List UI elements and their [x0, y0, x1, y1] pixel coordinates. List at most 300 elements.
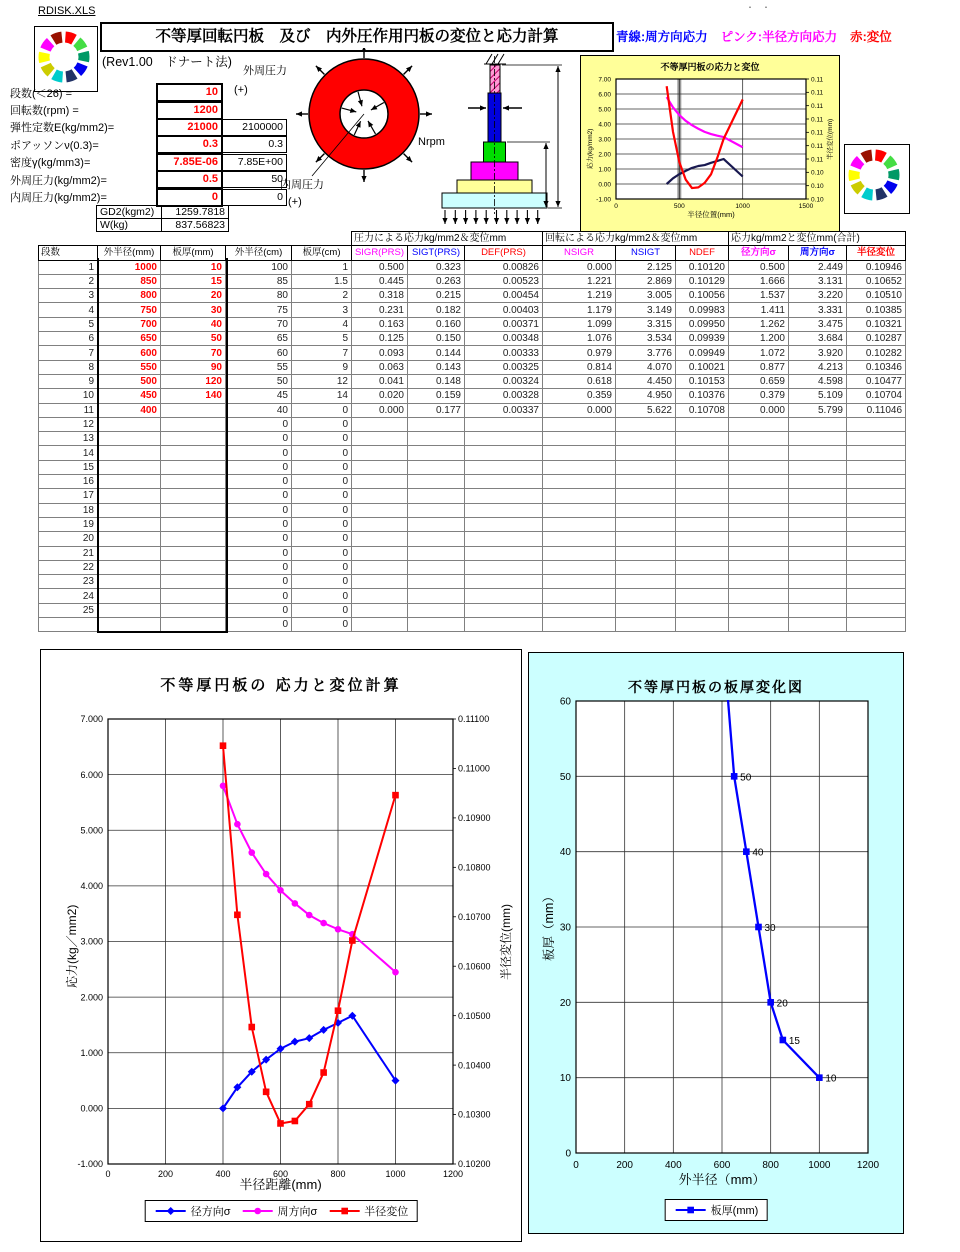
cell[interactable]: 3.149	[616, 303, 676, 317]
cell[interactable]	[789, 460, 847, 474]
cell[interactable]	[98, 475, 161, 489]
cell[interactable]: 0	[226, 532, 292, 546]
cell[interactable]: 2	[292, 289, 352, 303]
cell[interactable]: 0.144	[408, 346, 465, 360]
cell[interactable]: 70	[161, 346, 226, 360]
cell[interactable]: 3.315	[616, 317, 676, 331]
cell[interactable]	[408, 432, 465, 446]
cell[interactable]: 5.109	[789, 389, 847, 403]
cell[interactable]	[676, 618, 729, 632]
cell[interactable]: 0	[226, 417, 292, 431]
cell[interactable]: 70	[226, 317, 292, 331]
cell[interactable]	[543, 603, 616, 617]
cell[interactable]	[789, 475, 847, 489]
cell[interactable]: 0.231	[352, 303, 408, 317]
cell[interactable]: 0.318	[352, 289, 408, 303]
cell[interactable]: 17	[39, 489, 98, 503]
cell[interactable]	[543, 503, 616, 517]
cell[interactable]	[543, 446, 616, 460]
cell[interactable]	[408, 532, 465, 546]
cell[interactable]	[543, 589, 616, 603]
cell[interactable]	[789, 618, 847, 632]
cell[interactable]	[729, 446, 789, 460]
cell[interactable]: 40	[161, 317, 226, 331]
gd2-value[interactable]: 1259.7818	[162, 206, 229, 219]
cell[interactable]: 0.500	[352, 260, 408, 274]
cell[interactable]	[729, 560, 789, 574]
cell[interactable]: 0.10385	[847, 303, 906, 317]
cell[interactable]: 14	[292, 389, 352, 403]
cell[interactable]: 0.000	[352, 403, 408, 417]
cell[interactable]: 0.00337	[465, 403, 543, 417]
cell[interactable]: 120	[161, 374, 226, 388]
cell[interactable]: 850	[98, 274, 161, 288]
cell[interactable]: 55	[226, 360, 292, 374]
cell[interactable]	[161, 432, 226, 446]
cell[interactable]	[161, 517, 226, 531]
cell[interactable]: 0.10946	[847, 260, 906, 274]
cell[interactable]: 0.10056	[676, 289, 729, 303]
cell[interactable]	[161, 475, 226, 489]
cell[interactable]	[676, 575, 729, 589]
cell[interactable]: 5	[292, 332, 352, 346]
cell[interactable]: 9	[292, 360, 352, 374]
cell[interactable]: 0	[292, 446, 352, 460]
cell[interactable]: 75	[226, 303, 292, 317]
cell[interactable]: 0	[292, 432, 352, 446]
cell[interactable]	[847, 503, 906, 517]
parameter-input-cell[interactable]: 7.85E-06	[156, 153, 223, 172]
cell[interactable]: 23	[39, 575, 98, 589]
cell[interactable]: 0.09949	[676, 346, 729, 360]
cell[interactable]	[789, 417, 847, 431]
cell[interactable]	[161, 532, 226, 546]
cell[interactable]	[847, 603, 906, 617]
cell[interactable]	[408, 603, 465, 617]
cell[interactable]	[161, 575, 226, 589]
cell[interactable]: 1.666	[729, 274, 789, 288]
cell[interactable]: 0.150	[408, 332, 465, 346]
cell[interactable]: 0.160	[408, 317, 465, 331]
cell[interactable]	[847, 489, 906, 503]
cell[interactable]	[408, 489, 465, 503]
cell[interactable]: 1	[292, 260, 352, 274]
cell[interactable]: 3.920	[789, 346, 847, 360]
cell[interactable]	[847, 546, 906, 560]
cell[interactable]: 0.163	[352, 317, 408, 331]
cell[interactable]: 0	[226, 432, 292, 446]
cell[interactable]: 0.00403	[465, 303, 543, 317]
cell[interactable]: 650	[98, 332, 161, 346]
cell[interactable]: 1.411	[729, 303, 789, 317]
cell[interactable]: 0.00371	[465, 317, 543, 331]
cell[interactable]: 15	[161, 274, 226, 288]
cell[interactable]: 0.041	[352, 374, 408, 388]
cell[interactable]: 4.950	[616, 389, 676, 403]
cell[interactable]	[352, 517, 408, 531]
cell[interactable]	[161, 503, 226, 517]
cell[interactable]	[616, 417, 676, 431]
cell[interactable]	[729, 432, 789, 446]
cell[interactable]: 3.131	[789, 274, 847, 288]
cell[interactable]	[465, 432, 543, 446]
cell[interactable]	[676, 489, 729, 503]
cell[interactable]: 10	[161, 260, 226, 274]
parameter-derived-cell[interactable]: 7.85E+00	[223, 154, 287, 171]
cell[interactable]: 0	[226, 460, 292, 474]
cell[interactable]: 1.099	[543, 317, 616, 331]
cell[interactable]: 22	[39, 560, 98, 574]
cell[interactable]: 0.148	[408, 374, 465, 388]
cell[interactable]	[676, 603, 729, 617]
cell[interactable]: 0.159	[408, 389, 465, 403]
cell[interactable]: 0.00523	[465, 274, 543, 288]
cell[interactable]	[465, 532, 543, 546]
cell[interactable]	[729, 475, 789, 489]
cell[interactable]: 4.070	[616, 360, 676, 374]
cell[interactable]: 0.063	[352, 360, 408, 374]
cell[interactable]	[98, 575, 161, 589]
cell[interactable]: 0.00826	[465, 260, 543, 274]
cell[interactable]	[676, 417, 729, 431]
cell[interactable]	[847, 460, 906, 474]
cell[interactable]	[616, 503, 676, 517]
cell[interactable]: 1000	[98, 260, 161, 274]
cell[interactable]	[465, 589, 543, 603]
cell[interactable]	[39, 618, 98, 632]
cell[interactable]	[789, 532, 847, 546]
cell[interactable]	[676, 475, 729, 489]
cell[interactable]: 0	[226, 575, 292, 589]
cell[interactable]	[98, 618, 161, 632]
cell[interactable]: 3.331	[789, 303, 847, 317]
cell[interactable]	[465, 603, 543, 617]
cell[interactable]	[161, 618, 226, 632]
cell[interactable]	[465, 475, 543, 489]
cell[interactable]: 1.076	[543, 332, 616, 346]
cell[interactable]	[408, 546, 465, 560]
cell[interactable]: 20	[39, 532, 98, 546]
cell[interactable]: 11	[39, 403, 98, 417]
cell[interactable]: 1.219	[543, 289, 616, 303]
cell[interactable]: 0	[226, 517, 292, 531]
cell[interactable]: 3.776	[616, 346, 676, 360]
cell[interactable]	[161, 403, 226, 417]
cell[interactable]	[616, 460, 676, 474]
cell[interactable]	[616, 517, 676, 531]
cell[interactable]: 60	[226, 346, 292, 360]
cell[interactable]: 12	[39, 417, 98, 431]
cell[interactable]	[543, 560, 616, 574]
cell[interactable]	[161, 417, 226, 431]
cell[interactable]	[847, 589, 906, 603]
parameter-derived-cell[interactable]: 50	[223, 171, 287, 188]
cell[interactable]	[352, 432, 408, 446]
cell[interactable]: 21	[39, 546, 98, 560]
cell[interactable]: 3	[292, 303, 352, 317]
cell[interactable]	[543, 575, 616, 589]
cell[interactable]: 0	[226, 503, 292, 517]
cell[interactable]: 0	[292, 517, 352, 531]
cell[interactable]	[161, 589, 226, 603]
cell[interactable]	[789, 546, 847, 560]
cell[interactable]: 9	[39, 374, 98, 388]
cell[interactable]	[676, 517, 729, 531]
cell[interactable]: 0.177	[408, 403, 465, 417]
cell[interactable]: 0	[292, 603, 352, 617]
cell[interactable]	[465, 517, 543, 531]
cell[interactable]	[789, 446, 847, 460]
cell[interactable]: 0.093	[352, 346, 408, 360]
cell[interactable]: 0	[292, 475, 352, 489]
parameter-input-cell[interactable]: 0.3	[156, 135, 223, 154]
cell[interactable]: 1.200	[729, 332, 789, 346]
cell[interactable]	[161, 603, 226, 617]
cell[interactable]	[465, 546, 543, 560]
cell[interactable]: 0	[292, 618, 352, 632]
cell[interactable]	[408, 618, 465, 632]
cell[interactable]	[98, 517, 161, 531]
cell[interactable]	[676, 589, 729, 603]
cell[interactable]	[789, 575, 847, 589]
cell[interactable]: 0.323	[408, 260, 465, 274]
cell[interactable]	[98, 460, 161, 474]
parameter-derived-cell[interactable]: 0.3	[223, 136, 287, 153]
cell[interactable]	[729, 532, 789, 546]
cell[interactable]	[676, 460, 729, 474]
cell[interactable]	[161, 560, 226, 574]
cell[interactable]: 0.359	[543, 389, 616, 403]
cell[interactable]: 0	[292, 546, 352, 560]
cell[interactable]: 16	[39, 475, 98, 489]
cell[interactable]: 3.220	[789, 289, 847, 303]
cell[interactable]: 0.10120	[676, 260, 729, 274]
cell[interactable]	[408, 517, 465, 531]
cell[interactable]: 0	[292, 403, 352, 417]
cell[interactable]	[729, 589, 789, 603]
cell[interactable]: 0	[226, 603, 292, 617]
cell[interactable]: 0.09939	[676, 332, 729, 346]
cell[interactable]: 20	[161, 289, 226, 303]
cell[interactable]: 45	[226, 389, 292, 403]
cell[interactable]	[789, 560, 847, 574]
cell[interactable]: 6	[39, 332, 98, 346]
cell[interactable]	[408, 475, 465, 489]
cell[interactable]	[847, 446, 906, 460]
cell[interactable]: 450	[98, 389, 161, 403]
cell[interactable]	[729, 517, 789, 531]
cell[interactable]: 3.684	[789, 332, 847, 346]
cell[interactable]	[789, 432, 847, 446]
cell[interactable]	[676, 503, 729, 517]
cell[interactable]	[465, 575, 543, 589]
cell[interactable]: 0.10287	[847, 332, 906, 346]
cell[interactable]	[98, 432, 161, 446]
cell[interactable]: 3	[39, 289, 98, 303]
cell[interactable]	[729, 417, 789, 431]
cell[interactable]	[98, 417, 161, 431]
cell[interactable]: 0.000	[543, 260, 616, 274]
cell[interactable]	[676, 446, 729, 460]
cell[interactable]	[616, 489, 676, 503]
cell[interactable]: 0	[292, 575, 352, 589]
cell[interactable]: 800	[98, 289, 161, 303]
cell[interactable]	[847, 417, 906, 431]
cell[interactable]: 2.125	[616, 260, 676, 274]
cell[interactable]	[616, 618, 676, 632]
cell[interactable]	[98, 589, 161, 603]
cell[interactable]	[543, 532, 616, 546]
cell[interactable]: 0.10021	[676, 360, 729, 374]
cell[interactable]: 0	[292, 503, 352, 517]
cell[interactable]	[161, 546, 226, 560]
cell[interactable]	[465, 489, 543, 503]
cell[interactable]: 85	[226, 274, 292, 288]
cell[interactable]: 0.659	[729, 374, 789, 388]
parameter-derived-cell[interactable]: 0	[223, 189, 287, 206]
cell[interactable]	[465, 460, 543, 474]
cell[interactable]: 14	[39, 446, 98, 460]
cell[interactable]: 0.877	[729, 360, 789, 374]
cell[interactable]	[729, 618, 789, 632]
cell[interactable]	[543, 417, 616, 431]
parameter-input-cell[interactable]: 0.5	[156, 170, 223, 189]
cell[interactable]	[352, 503, 408, 517]
parameter-derived-cell[interactable]: 2100000	[223, 119, 287, 136]
cell[interactable]: 24	[39, 589, 98, 603]
cell[interactable]: 0	[226, 546, 292, 560]
cell[interactable]	[408, 460, 465, 474]
cell[interactable]: 0.10704	[847, 389, 906, 403]
cell[interactable]	[352, 417, 408, 431]
parameter-input-cell[interactable]: 21000	[156, 118, 223, 137]
parameter-input-cell[interactable]: 10	[156, 83, 223, 102]
cell[interactable]	[465, 446, 543, 460]
cell[interactable]	[789, 603, 847, 617]
cell[interactable]: 3.005	[616, 289, 676, 303]
cell[interactable]: 0.10282	[847, 346, 906, 360]
cell[interactable]	[352, 589, 408, 603]
cell[interactable]	[676, 532, 729, 546]
cell[interactable]: 0.10708	[676, 403, 729, 417]
cell[interactable]: 50	[226, 374, 292, 388]
cell[interactable]: 0.143	[408, 360, 465, 374]
cell[interactable]: 600	[98, 346, 161, 360]
cell[interactable]	[408, 560, 465, 574]
cell[interactable]: 0.814	[543, 360, 616, 374]
cell[interactable]: 50	[161, 332, 226, 346]
cell[interactable]	[352, 575, 408, 589]
cell[interactable]: 2.869	[616, 274, 676, 288]
cell[interactable]: 0	[226, 489, 292, 503]
cell[interactable]: 0	[226, 446, 292, 460]
cell[interactable]: 80	[226, 289, 292, 303]
cell[interactable]: 65	[226, 332, 292, 346]
cell[interactable]: 0.00348	[465, 332, 543, 346]
cell[interactable]: 2.449	[789, 260, 847, 274]
cell[interactable]	[543, 489, 616, 503]
cell[interactable]: 0	[292, 489, 352, 503]
cell[interactable]: 0.10652	[847, 274, 906, 288]
cell[interactable]: 0.10510	[847, 289, 906, 303]
cell[interactable]: 0	[292, 460, 352, 474]
cell[interactable]	[98, 603, 161, 617]
cell[interactable]: 0.182	[408, 303, 465, 317]
cell[interactable]	[616, 532, 676, 546]
cell[interactable]: 0.379	[729, 389, 789, 403]
cell[interactable]	[676, 546, 729, 560]
cell[interactable]: 0.000	[543, 403, 616, 417]
cell[interactable]	[543, 546, 616, 560]
cell[interactable]: 0.00454	[465, 289, 543, 303]
cell[interactable]	[616, 546, 676, 560]
cell[interactable]: 0.11046	[847, 403, 906, 417]
cell[interactable]: 0.09950	[676, 317, 729, 331]
cell[interactable]	[616, 560, 676, 574]
cell[interactable]: 0.10321	[847, 317, 906, 331]
cell[interactable]: 90	[161, 360, 226, 374]
cell[interactable]: 0.10153	[676, 374, 729, 388]
cell[interactable]: 400	[98, 403, 161, 417]
cell[interactable]: 0	[226, 560, 292, 574]
cell[interactable]: 4.450	[616, 374, 676, 388]
cell[interactable]: 0.125	[352, 332, 408, 346]
cell[interactable]: 0.979	[543, 346, 616, 360]
cell[interactable]: 8	[39, 360, 98, 374]
cell[interactable]: 1.537	[729, 289, 789, 303]
cell[interactable]	[616, 589, 676, 603]
cell[interactable]: 0.618	[543, 374, 616, 388]
cell[interactable]: 0	[292, 589, 352, 603]
cell[interactable]: 0.500	[729, 260, 789, 274]
cell[interactable]: 1.072	[729, 346, 789, 360]
cell[interactable]: 4.213	[789, 360, 847, 374]
cell[interactable]: 100	[226, 260, 292, 274]
cell[interactable]	[408, 503, 465, 517]
cell[interactable]: 1.262	[729, 317, 789, 331]
cell[interactable]	[352, 603, 408, 617]
cell[interactable]	[98, 503, 161, 517]
cell[interactable]: 550	[98, 360, 161, 374]
cell[interactable]	[98, 546, 161, 560]
cell[interactable]: 0.263	[408, 274, 465, 288]
cell[interactable]	[352, 560, 408, 574]
cell[interactable]	[729, 489, 789, 503]
cell[interactable]: 12	[292, 374, 352, 388]
cell[interactable]: 0.00328	[465, 389, 543, 403]
cell[interactable]: 5.799	[789, 403, 847, 417]
cell[interactable]	[408, 446, 465, 460]
cell[interactable]: 4.598	[789, 374, 847, 388]
cell[interactable]: 1.5	[292, 274, 352, 288]
cell[interactable]	[543, 618, 616, 632]
cell[interactable]: 700	[98, 317, 161, 331]
cell[interactable]	[616, 432, 676, 446]
cell[interactable]: 0.10129	[676, 274, 729, 288]
cell[interactable]	[465, 560, 543, 574]
cell[interactable]	[729, 503, 789, 517]
cell[interactable]	[847, 560, 906, 574]
cell[interactable]	[729, 575, 789, 589]
cell[interactable]: 0.10376	[676, 389, 729, 403]
cell[interactable]: 0	[292, 417, 352, 431]
cell[interactable]	[98, 446, 161, 460]
cell[interactable]	[847, 432, 906, 446]
cell[interactable]	[847, 618, 906, 632]
cell[interactable]	[161, 460, 226, 474]
cell[interactable]: 1.221	[543, 274, 616, 288]
cell[interactable]: 0.445	[352, 274, 408, 288]
